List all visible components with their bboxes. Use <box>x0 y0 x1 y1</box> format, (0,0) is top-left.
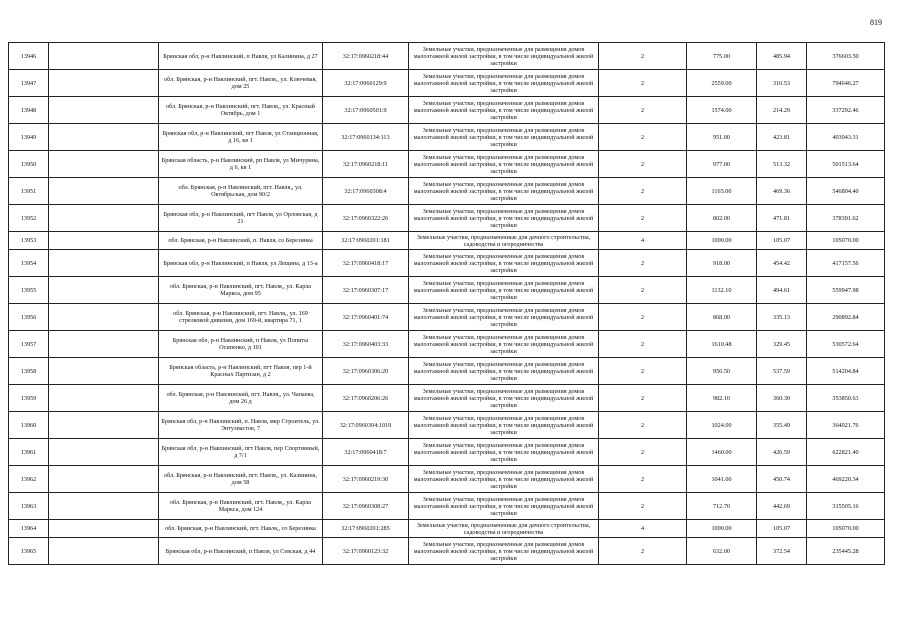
group-cell: 2 <box>599 97 687 124</box>
area-cell: 1041.00 <box>687 466 757 493</box>
spacer-cell <box>49 205 159 232</box>
row-id-cell: 13947 <box>9 70 49 97</box>
cadastral-number-cell: 32:17:0960218:44 <box>323 43 409 70</box>
table-row <box>9 97 885 124</box>
group-cell: 2 <box>599 205 687 232</box>
rate-cell: 513.32 <box>757 151 807 178</box>
rate-cell: 454.42 <box>757 250 807 277</box>
address-cell: обл. Брянская, р-н Навлинский, пгт. Навля,, ул. Октябрьская, дом 90/2 <box>159 178 323 205</box>
row-id-cell: 13963 <box>9 493 49 520</box>
land-use-cell: Земельные участки, предназначенные для размещения домов малоэтажной жилой застройки, в том числе индивидуальной жилой застройки <box>409 70 599 97</box>
area-cell: 1165.00 <box>687 178 757 205</box>
group-cell: 2 <box>599 412 687 439</box>
row-id-cell: 13964 <box>9 520 49 538</box>
cadastral-number-cell: 32:17:0960201:285 <box>323 520 409 538</box>
address-cell: Брянская обл, р-н Навлинский, пгт Навля, пер Спортивный, д 7/1 <box>159 439 323 466</box>
address-cell: обл. Брянская, р-н Навлинский, пгт. Навля,, со Березинка <box>159 520 323 538</box>
row-id-cell: 13959 <box>9 385 49 412</box>
row-id-cell: 13956 <box>9 304 49 331</box>
spacer-cell <box>49 358 159 385</box>
address-cell: обл. Брянская, р-н Навлинский, пгт. Навля,, ул. Карла Маркса, дом 95 <box>159 277 323 304</box>
cadastral-number-cell: 32:17:0960218:11 <box>323 151 409 178</box>
group-cell: 4 <box>599 232 687 250</box>
land-use-cell: Земельные участки, предназначенные для размещения домов малоэтажной жилой застройки, в том числе индивидуальной жилой застройки <box>409 538 599 565</box>
land-use-cell: Земельные участки, предназначенные для размещения домов малоэтажной жилой застройки, в том числе индивидуальной жилой застройки <box>409 466 599 493</box>
table-row <box>9 385 885 412</box>
cadastral-number-cell: 32:17:0960306:20 <box>323 358 409 385</box>
group-cell: 2 <box>599 70 687 97</box>
spacer-cell <box>49 493 159 520</box>
address-cell: обл. Брянская, р-н Навлинский, пгт. Навля,, ул. 169 стрелковой дивизии, дом 169-й, квартира 71, 1 <box>159 304 323 331</box>
land-use-cell: Земельные участки, предназначенные для размещения домов малоэтажной жилой застройки, в том числе индивидуальной жилой застройки <box>409 124 599 151</box>
cadastral-number-cell: 32:17:0960501:9 <box>323 97 409 124</box>
table-row <box>9 205 885 232</box>
spacer-cell <box>49 439 159 466</box>
area-cell: 712.70 <box>687 493 757 520</box>
cadastral-number-cell: 32:17:0960134:113 <box>323 124 409 151</box>
address-cell: Брянская область, р-н Навлинский, рп Навля, ул Мичурина, д 6, кв 1 <box>159 151 323 178</box>
row-id-cell: 13957 <box>9 331 49 358</box>
group-cell: 2 <box>599 439 687 466</box>
table-row <box>9 124 885 151</box>
table-row <box>9 304 885 331</box>
cadastral-value-cell: 378391.62 <box>807 205 885 232</box>
row-id-cell: 13958 <box>9 358 49 385</box>
area-cell: 977.00 <box>687 151 757 178</box>
land-use-cell: Земельные участки, предназначенные для размещения домов малоэтажной жилой застройки, в том числе индивидуальной жилой застройки <box>409 205 599 232</box>
address-cell: Брянская обл, р-н Навлинский, пгт Навля, ул Орловская, д 21 <box>159 205 323 232</box>
land-use-cell: Земельные участки, предназначенные для размещения домов малоэтажной жилой застройки, в том числе индивидуальной жилой застройки <box>409 277 599 304</box>
rate-cell: 372.54 <box>757 538 807 565</box>
rate-cell: 537.59 <box>757 358 807 385</box>
group-cell: 2 <box>599 493 687 520</box>
row-id-cell: 13949 <box>9 124 49 151</box>
rate-cell: 355.49 <box>757 412 807 439</box>
area-cell: 802.00 <box>687 205 757 232</box>
land-use-cell: Земельные участки, предназначенные для размещения домов малоэтажной жилой застройки, в том числе индивидуальной жилой застройки <box>409 493 599 520</box>
spacer-cell <box>49 250 159 277</box>
area-cell: 1132.10 <box>687 277 757 304</box>
land-use-cell: Земельные участки, предназначенные для размещения домов малоэтажной жилой застройки, в том числе индивидуальной жилой застройки <box>409 385 599 412</box>
group-cell: 2 <box>599 331 687 358</box>
area-cell: 1024.00 <box>687 412 757 439</box>
group-cell: 2 <box>599 358 687 385</box>
table-body <box>9 43 885 565</box>
table-row <box>9 331 885 358</box>
spacer-cell <box>49 304 159 331</box>
address-cell: Брянская обл, р-н Навлинский, пгт Навля, ул Станционная, д 16, кв 1 <box>159 124 323 151</box>
spacer-cell <box>49 151 159 178</box>
land-use-cell: Земельные участки, предназначенные для размещения домов малоэтажной жилой застройки, в том числе индивидуальной жилой застройки <box>409 358 599 385</box>
spacer-cell <box>49 538 159 565</box>
address-cell: обл. Брянская, р-н Навлинский, пгт. Навля,, ул. Калинина, дом 58 <box>159 466 323 493</box>
area-cell: 632.00 <box>687 538 757 565</box>
area-cell: 1460.00 <box>687 439 757 466</box>
group-cell: 2 <box>599 250 687 277</box>
land-use-cell: Земельные участки, предназначенные для размещения домов малоэтажной жилой застройки, в том числе индивидуальной жилой застройки <box>409 178 599 205</box>
address-cell: Брянская обл, р-н Навлинский, п Навля, ул Лещина, д 13-а <box>159 250 323 277</box>
land-use-cell: Земельные участки, предназначенные для размещения домов малоэтажной жилой застройки, в том числе индивидуальной жилой застройки <box>409 250 599 277</box>
cadastral-number-cell: 32:17:0960308:27 <box>323 493 409 520</box>
address-cell: обл. Брянская, р-н Навлинский, пгт. Навля,, ул. Карла Маркса, дом 124 <box>159 493 323 520</box>
group-cell: 4 <box>599 520 687 538</box>
cadastral-value-cell: 530572.64 <box>807 331 885 358</box>
rate-cell: 105.07 <box>757 232 807 250</box>
cadastral-number-cell: 32:17:0960129:9 <box>323 70 409 97</box>
group-cell: 2 <box>599 277 687 304</box>
spacer-cell <box>49 70 159 97</box>
land-use-cell: Земельные участки, предназначенные для размещения домов малоэтажной жилой застройки, в том числе индивидуальной жилой застройки <box>409 412 599 439</box>
row-id-cell: 13951 <box>9 178 49 205</box>
table-row <box>9 250 885 277</box>
table-row <box>9 358 885 385</box>
cadastral-value-cell: 403043.31 <box>807 124 885 151</box>
area-cell: 1000.00 <box>687 232 757 250</box>
cadastral-number-cell: 32:17:0960206:26 <box>323 385 409 412</box>
address-cell: обл. Брянская, р-н Навлинский, п. Навля, со Березинка <box>159 232 323 250</box>
table-row <box>9 70 885 97</box>
row-id-cell: 13955 <box>9 277 49 304</box>
cadastral-number-cell: 32:17:0960418:7 <box>323 439 409 466</box>
land-use-cell: Земельные участки, предназначенные для размещения домов малоэтажной жилой застройки, в том числе индивидуальной жилой застройки <box>409 43 599 70</box>
area-cell: 868.00 <box>687 304 757 331</box>
spacer-cell <box>49 331 159 358</box>
page-number: 819 <box>870 18 882 27</box>
group-cell: 2 <box>599 151 687 178</box>
cadastral-value-cell: 315505.16 <box>807 493 885 520</box>
land-use-cell: Земельные участки, предназначенные для дачного строительства, садоводства и огородничества <box>409 232 599 250</box>
address-cell: Брянская область, р-н Навлинский, пгт Навля, пер 1-й Красных Партизан, д 2 <box>159 358 323 385</box>
land-use-cell: Земельные участки, предназначенные для размещения домов малоэтажной жилой застройки, в том числе индивидуальной жилой застройки <box>409 97 599 124</box>
rate-cell: 335.13 <box>757 304 807 331</box>
table-row <box>9 439 885 466</box>
address-cell: обл. Брянская, р-н Навлинский, пгт. Навля,, ул. Красный Октябрь, дом 1 <box>159 97 323 124</box>
rate-cell: 360.30 <box>757 385 807 412</box>
row-id-cell: 13965 <box>9 538 49 565</box>
cadastral-number-cell: 32:17:0960219:30 <box>323 466 409 493</box>
address-cell: обл. Брянская, р-н Навлинский, пгт. Навля,, ул. Чапаева, дом 26 д <box>159 385 323 412</box>
cadastral-number-cell: 32:17:0960418:17 <box>323 250 409 277</box>
group-cell: 2 <box>599 385 687 412</box>
cadastral-value-cell: 235445.28 <box>807 538 885 565</box>
rate-cell: 450.74 <box>757 466 807 493</box>
table-row <box>9 412 885 439</box>
area-cell: 982.10 <box>687 385 757 412</box>
spacer-cell <box>49 178 159 205</box>
area-cell: 1000.00 <box>687 520 757 538</box>
cadastral-number-cell: 32:17:0960307:17 <box>323 277 409 304</box>
cadastral-value-cell: 290892.84 <box>807 304 885 331</box>
table-row <box>9 520 885 538</box>
table-row <box>9 178 885 205</box>
spacer-cell <box>49 277 159 304</box>
rate-cell: 469.36 <box>757 178 807 205</box>
area-cell: 956.50 <box>687 358 757 385</box>
row-id-cell: 13950 <box>9 151 49 178</box>
table-row <box>9 277 885 304</box>
address-cell: Брянская обл, р-н Навлинский, п Навля, ул Севская, д 44 <box>159 538 323 565</box>
land-use-cell: Земельные участки, предназначенные для размещения домов малоэтажной жилой застройки, в том числе индивидуальной жилой застройки <box>409 151 599 178</box>
group-cell: 2 <box>599 538 687 565</box>
cadastral-value-cell: 794646.27 <box>807 70 885 97</box>
row-id-cell: 13954 <box>9 250 49 277</box>
cadastral-number-cell: 32:17:0960304:1019 <box>323 412 409 439</box>
spacer-cell <box>49 124 159 151</box>
group-cell: 2 <box>599 43 687 70</box>
rate-cell: 471.81 <box>757 205 807 232</box>
table-row <box>9 232 885 250</box>
land-use-cell: Земельные участки, предназначенные для дачного строительства, садоводства и огородничества <box>409 520 599 538</box>
table-row <box>9 538 885 565</box>
address-cell: обл. Брянская, р-н Навлинский, пгт. Навля,, ул. Ключевая, дом 25 <box>159 70 323 97</box>
spacer-cell <box>49 43 159 70</box>
area-cell: 1574.00 <box>687 97 757 124</box>
row-id-cell: 13960 <box>9 412 49 439</box>
group-cell: 2 <box>599 124 687 151</box>
address-cell: Брянская обл, р-н Навлинский, п. Навля, мкр Строитель, ул. Энтузиастов, 7 <box>159 412 323 439</box>
land-use-cell: Земельные участки, предназначенные для размещения домов малоэтажной жилой застройки, в том числе индивидуальной жилой застройки <box>409 331 599 358</box>
group-cell: 2 <box>599 304 687 331</box>
cadastral-value-table <box>8 42 885 565</box>
address-cell: Брянская обл, р-н Навлинский, п Навля, ул Попиты Осипенко, д 101 <box>159 331 323 358</box>
cadastral-number-cell: 32:17:0960308:4 <box>323 178 409 205</box>
cadastral-number-cell: 32:17:0960403:33 <box>323 331 409 358</box>
rate-cell: 494.61 <box>757 277 807 304</box>
row-id-cell: 13962 <box>9 466 49 493</box>
rate-cell: 329.45 <box>757 331 807 358</box>
area-cell: 951.00 <box>687 124 757 151</box>
spacer-cell <box>49 412 159 439</box>
table-row <box>9 151 885 178</box>
area-cell: 775.00 <box>687 43 757 70</box>
rate-cell: 105.07 <box>757 520 807 538</box>
rate-cell: 310.53 <box>757 70 807 97</box>
table-row <box>9 493 885 520</box>
area-cell: 2559.00 <box>687 70 757 97</box>
rate-cell: 426.59 <box>757 439 807 466</box>
row-id-cell: 13961 <box>9 439 49 466</box>
area-cell: 918.00 <box>687 250 757 277</box>
land-use-cell: Земельные участки, предназначенные для размещения домов малоэтажной жилой застройки, в том числе индивидуальной жилой застройки <box>409 439 599 466</box>
spacer-cell <box>49 385 159 412</box>
rate-cell: 485.94 <box>757 43 807 70</box>
spacer-cell <box>49 97 159 124</box>
row-id-cell: 13948 <box>9 97 49 124</box>
cadastral-number-cell: 32:17:0960201:181 <box>323 232 409 250</box>
cadastral-number-cell: 32:17:0960322:26 <box>323 205 409 232</box>
cadastral-value-cell: 105070.00 <box>807 232 885 250</box>
cadastral-number-cell: 32:17:0960401:74 <box>323 304 409 331</box>
cadastral-value-cell: 105070.00 <box>807 520 885 538</box>
rate-cell: 214.29 <box>757 97 807 124</box>
spacer-cell <box>49 466 159 493</box>
cadastral-value-cell: 559947.98 <box>807 277 885 304</box>
cadastral-value-cell: 546804.40 <box>807 178 885 205</box>
rate-cell: 423.81 <box>757 124 807 151</box>
row-id-cell: 13952 <box>9 205 49 232</box>
cadastral-value-cell: 514204.84 <box>807 358 885 385</box>
row-id-cell: 13953 <box>9 232 49 250</box>
cadastral-value-cell: 337292.46 <box>807 97 885 124</box>
cadastral-value-cell: 501513.64 <box>807 151 885 178</box>
table-row <box>9 466 885 493</box>
table-row <box>9 43 885 70</box>
cadastral-number-cell: 32:17:0960123:32 <box>323 538 409 565</box>
group-cell: 2 <box>599 466 687 493</box>
group-cell: 2 <box>599 178 687 205</box>
land-use-cell: Земельные участки, предназначенные для размещения домов малоэтажной жилой застройки, в том числе индивидуальной жилой застройки <box>409 304 599 331</box>
cadastral-value-cell: 364021.76 <box>807 412 885 439</box>
cadastral-value-cell: 376603.50 <box>807 43 885 70</box>
row-id-cell: 13946 <box>9 43 49 70</box>
cadastral-value-cell: 622821.40 <box>807 439 885 466</box>
cadastral-value-cell: 469220.34 <box>807 466 885 493</box>
cadastral-value-cell: 353850.63 <box>807 385 885 412</box>
rate-cell: 442.69 <box>757 493 807 520</box>
area-cell: 1610.48 <box>687 331 757 358</box>
spacer-cell <box>49 232 159 250</box>
cadastral-value-cell: 417157.56 <box>807 250 885 277</box>
spacer-cell <box>49 520 159 538</box>
address-cell: Брянская обл, р-н Навлинский, п Навля, ул Калинина, д 27 <box>159 43 323 70</box>
